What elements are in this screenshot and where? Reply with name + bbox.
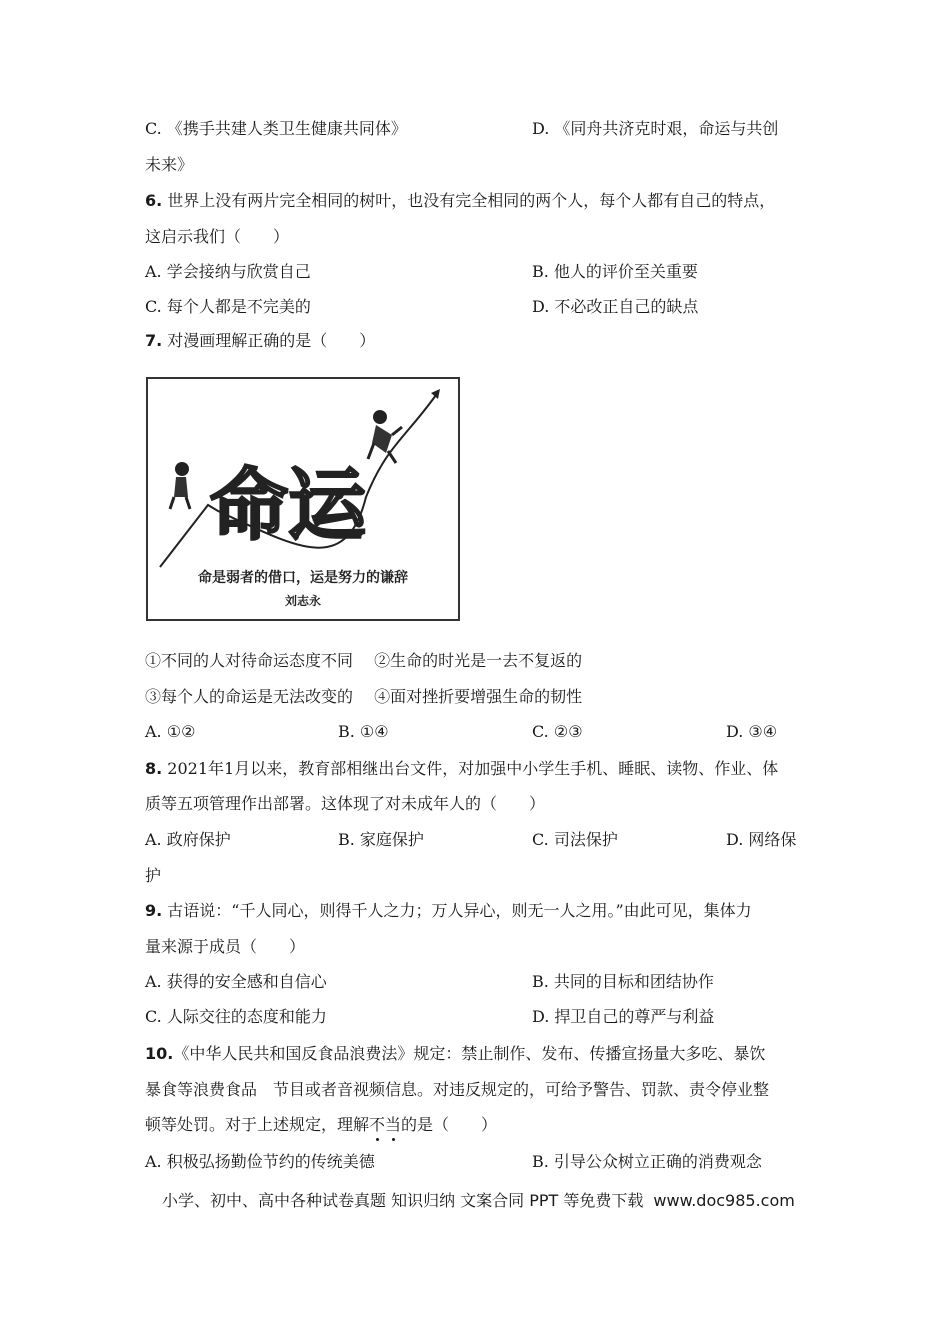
q7-stem [145, 330, 375, 352]
q10-option-a: A. 积极弘扬勤俭节约的传统美德 [145, 1152, 375, 1171]
q8-stem-line1 [145, 758, 778, 780]
q6-stem-line2: 这启示我们（ ） [145, 227, 290, 246]
q6-option-a: A. 学会接纳与欣赏自己 [145, 262, 311, 281]
q7-number: 7. [145, 331, 163, 350]
q8-option-b: B. 家庭保护 [338, 830, 424, 849]
q5-option-d-continued: 未来》 [145, 155, 194, 174]
cartoon-author: 刘志永 [284, 594, 322, 608]
q5-option-d: D. 《同舟共济克时艰，命运与共创 [532, 119, 779, 138]
q8-option-d: D. 网络保 [726, 830, 797, 849]
page-footer [162, 1190, 795, 1212]
q9-number: 9. [145, 901, 163, 920]
cartoon-big-text: 命运 [210, 461, 367, 551]
q6-option-d: D. 不必改正自己的缺点 [532, 297, 699, 316]
q10-text3-pre: 顿等处罚。对于上述规定，理解 [145, 1115, 370, 1134]
q10-number: 10. [145, 1044, 174, 1063]
q9-option-c: C. 人际交往的态度和能力 [145, 1007, 327, 1026]
q7-statements-1: ①不同的人对待命运态度不同 ②生命的时光是一去不复返的 [145, 651, 583, 670]
q6-stem-line1 [145, 190, 775, 212]
q9-text1: 古语说：“千人同心，则得千人之力；万人异心，则无一人之用。”由此可见，集体力 [162, 901, 752, 920]
q10-stem-line1 [145, 1043, 765, 1065]
q8-number: 8. [145, 759, 163, 778]
q7-text: 对漫画理解正确的是（ ） [162, 331, 376, 350]
q5-option-c: C. 《携手共建人类卫生健康共同体》 [145, 119, 407, 138]
q9-option-d: D. 捍卫自己的尊严与利益 [532, 1007, 715, 1026]
q9-stem-line1 [145, 900, 752, 922]
q7-option-a: A. ①② [145, 722, 196, 741]
q7-option-d: D. ③④ [726, 722, 778, 741]
cartoon-image [146, 377, 460, 621]
q8-option-a: A. 政府保护 [145, 830, 231, 849]
q10-emphasis-char-1: 不 [369, 1115, 386, 1134]
q10-stem-line2: 暴食等浪费食品 节目或者音视频信息。对违反规定的，可给予警告、罚款、责令停业整 [145, 1080, 770, 1099]
footer-text: 小学、初中、高中各种试卷真题 知识归纳 文案合同 PPT 等免费下载 [162, 1191, 644, 1210]
q8-option-c: C. 司法保护 [532, 830, 618, 849]
q8-option-d-continued: 护 [145, 866, 162, 885]
q6-option-c: C. 每个人都是不完美的 [145, 297, 311, 316]
q9-option-a: A. 获得的安全感和自信心 [145, 972, 327, 991]
q10-option-b: B. 引导公众树立正确的消费观念 [532, 1152, 762, 1171]
q7-option-c: C. ②③ [532, 722, 583, 741]
q10-emphasis-char-2: 当 [385, 1115, 402, 1134]
q10-stem-line3 [145, 1114, 497, 1136]
q6-text1: 世界上没有两片完全相同的树叶，也没有完全相同的两个人，每个人都有自己的特点， [162, 191, 776, 210]
q9-stem-line2: 量来源于成员（ ） [145, 937, 306, 956]
q7-statements-2: ③每个人的命运是无法改变的 ④面对挫折要增强生命的韧性 [145, 687, 583, 706]
q6-option-b: B. 他人的评价至关重要 [532, 262, 698, 281]
q10-text1: 《中华人民共和国反食品浪费法》规定：禁止制作、发布、传播宣扬量大多吃、暴饮 [173, 1044, 766, 1063]
q7-option-b: B. ①④ [338, 722, 389, 741]
cartoon-caption: 命是弱者的借口，运是努力的谦辞 [198, 570, 408, 586]
footer-link[interactable]: www.doc985.com [653, 1191, 795, 1210]
q10-text3-post: 的是（ ） [401, 1115, 498, 1134]
q9-option-b: B. 共同的目标和团结协作 [532, 972, 714, 991]
q6-number: 6. [145, 191, 163, 210]
q8-stem-line2: 质等五项管理作出部署。这体现了对未成年人的（ ） [145, 794, 546, 813]
q8-text1: 2021年1月以来，教育部相继出台文件，对加强中小学生手机、睡眠、读物、作业、体 [162, 759, 779, 778]
